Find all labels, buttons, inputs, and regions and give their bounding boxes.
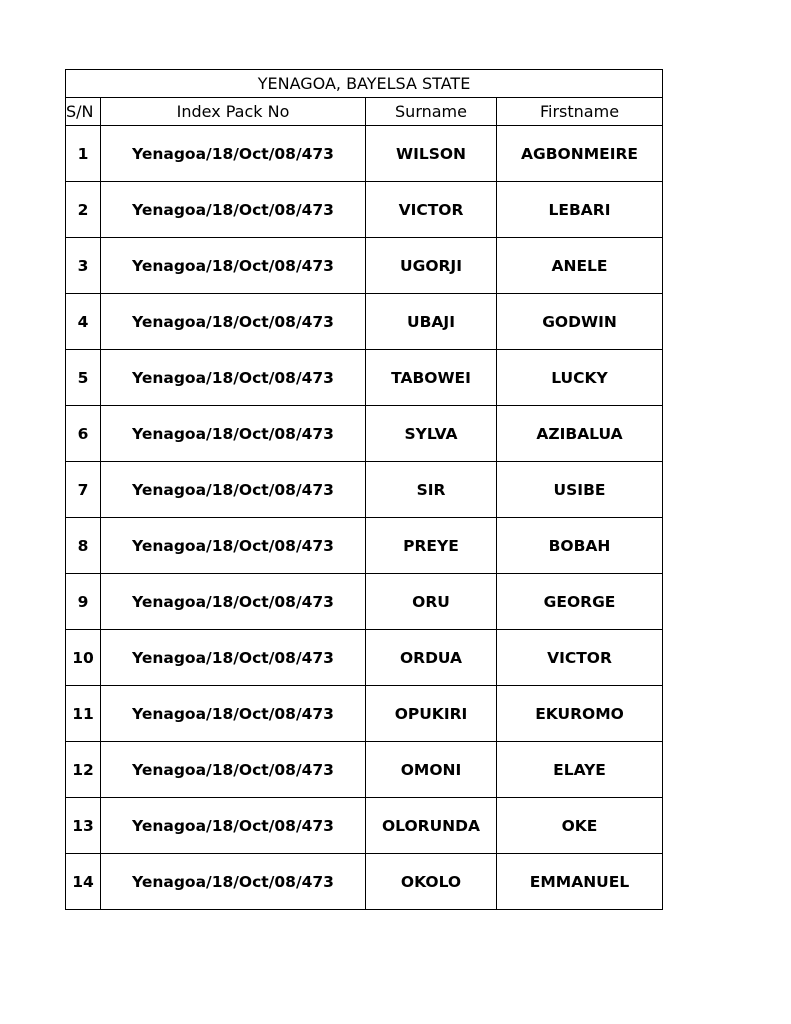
cell-firstname: GODWIN xyxy=(497,294,663,350)
cell-surname: UGORJI xyxy=(366,238,497,294)
cell-firstname: ELAYE xyxy=(497,742,663,798)
cell-firstname: ANELE xyxy=(497,238,663,294)
column-header-index-pack-no: Index Pack No xyxy=(101,98,366,126)
cell-firstname: VICTOR xyxy=(497,630,663,686)
table-row xyxy=(66,630,663,686)
cell-sn: 5 xyxy=(66,350,101,406)
cell-surname: SIR xyxy=(366,462,497,518)
table-body xyxy=(66,126,663,910)
cell-sn: 11 xyxy=(66,686,101,742)
cell-firstname: AGBONMEIRE xyxy=(497,126,663,182)
cell-surname: TABOWEI xyxy=(366,350,497,406)
cell-sn: 13 xyxy=(66,798,101,854)
cell-firstname: USIBE xyxy=(497,462,663,518)
cell-index-pack-no: Yenagoa/18/Oct/08/473 xyxy=(101,518,366,574)
cell-index-pack-no: Yenagoa/18/Oct/08/473 xyxy=(101,462,366,518)
column-header-sn: S/N xyxy=(66,98,101,126)
column-header-surname: Surname xyxy=(366,98,497,126)
table-row xyxy=(66,350,663,406)
cell-surname: OPUKIRI xyxy=(366,686,497,742)
cell-sn: 4 xyxy=(66,294,101,350)
table-row xyxy=(66,126,663,182)
cell-firstname: BOBAH xyxy=(497,518,663,574)
cell-sn: 14 xyxy=(66,854,101,910)
cell-sn: 3 xyxy=(66,238,101,294)
cell-surname: OLORUNDA xyxy=(366,798,497,854)
cell-index-pack-no: Yenagoa/18/Oct/08/473 xyxy=(101,126,366,182)
cell-surname: ORDUA xyxy=(366,630,497,686)
cell-sn: 6 xyxy=(66,406,101,462)
cell-sn: 7 xyxy=(66,462,101,518)
table-row xyxy=(66,854,663,910)
cell-surname: OKOLO xyxy=(366,854,497,910)
table-row xyxy=(66,518,663,574)
table-row xyxy=(66,406,663,462)
cell-surname: PREYE xyxy=(366,518,497,574)
cell-index-pack-no: Yenagoa/18/Oct/08/473 xyxy=(101,630,366,686)
table-row xyxy=(66,686,663,742)
table-row xyxy=(66,462,663,518)
cell-index-pack-no: Yenagoa/18/Oct/08/473 xyxy=(101,686,366,742)
cell-index-pack-no: Yenagoa/18/Oct/08/473 xyxy=(101,406,366,462)
cell-index-pack-no: Yenagoa/18/Oct/08/473 xyxy=(101,238,366,294)
cell-firstname: EMMANUEL xyxy=(497,854,663,910)
cell-index-pack-no: Yenagoa/18/Oct/08/473 xyxy=(101,294,366,350)
cell-surname: WILSON xyxy=(366,126,497,182)
cell-firstname: LUCKY xyxy=(497,350,663,406)
cell-surname: SYLVA xyxy=(366,406,497,462)
cell-sn: 9 xyxy=(66,574,101,630)
cell-sn: 2 xyxy=(66,182,101,238)
cell-index-pack-no: Yenagoa/18/Oct/08/473 xyxy=(101,350,366,406)
cell-index-pack-no: Yenagoa/18/Oct/08/473 xyxy=(101,182,366,238)
cell-surname: ORU xyxy=(366,574,497,630)
table-row xyxy=(66,238,663,294)
cell-sn: 12 xyxy=(66,742,101,798)
cell-index-pack-no: Yenagoa/18/Oct/08/473 xyxy=(101,798,366,854)
table-row xyxy=(66,294,663,350)
table-header-row xyxy=(66,98,663,126)
table-row xyxy=(66,742,663,798)
cell-firstname: OKE xyxy=(497,798,663,854)
table-title-row xyxy=(66,70,663,98)
cell-surname: OMONI xyxy=(366,742,497,798)
table-row xyxy=(66,182,663,238)
cell-surname: VICTOR xyxy=(366,182,497,238)
records-table xyxy=(65,69,663,910)
cell-sn: 8 xyxy=(66,518,101,574)
cell-index-pack-no: Yenagoa/18/Oct/08/473 xyxy=(101,574,366,630)
column-header-firstname: Firstname xyxy=(497,98,663,126)
cell-surname: UBAJI xyxy=(366,294,497,350)
cell-firstname: AZIBALUA xyxy=(497,406,663,462)
table-row xyxy=(66,798,663,854)
cell-firstname: EKUROMO xyxy=(497,686,663,742)
cell-index-pack-no: Yenagoa/18/Oct/08/473 xyxy=(101,742,366,798)
cell-sn: 10 xyxy=(66,630,101,686)
cell-firstname: GEORGE xyxy=(497,574,663,630)
cell-index-pack-no: Yenagoa/18/Oct/08/473 xyxy=(101,854,366,910)
cell-sn: 1 xyxy=(66,126,101,182)
table-title: YENAGOA, BAYELSA STATE xyxy=(66,70,663,98)
cell-firstname: LEBARI xyxy=(497,182,663,238)
table-row xyxy=(66,574,663,630)
